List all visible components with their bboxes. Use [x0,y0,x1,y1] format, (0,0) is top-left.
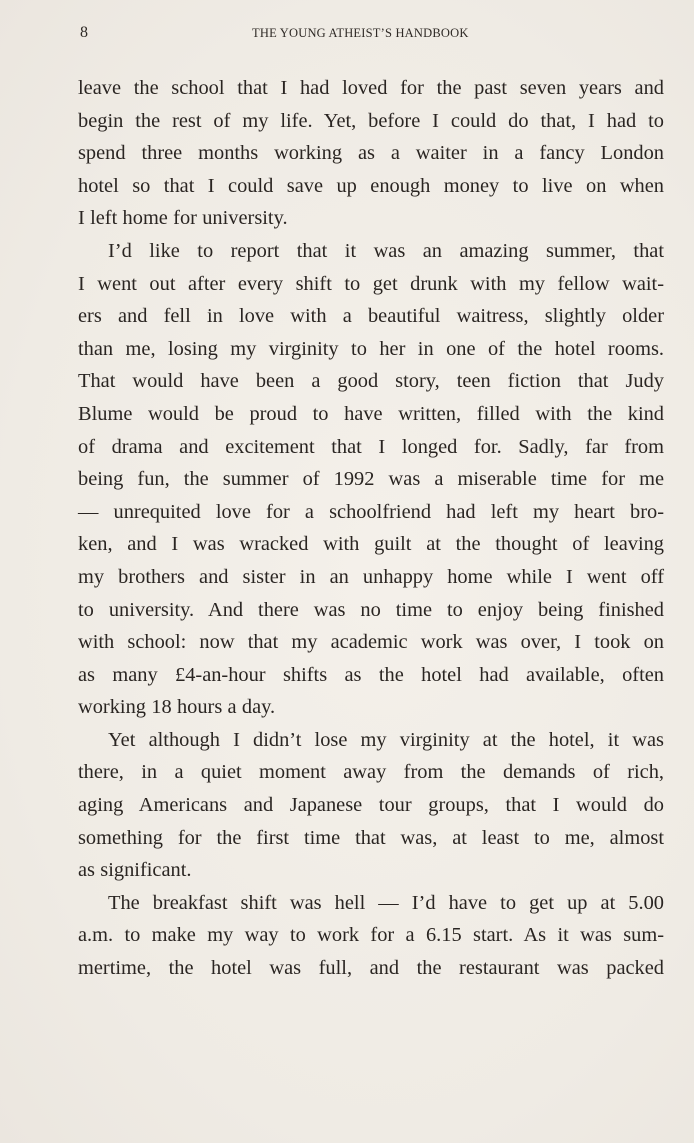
running-head: THE YOUNG ATHEIST’S HANDBOOK [252,26,469,40]
text-line: — unrequited love for a schoolfriend had left my heart bro- [78,500,664,523]
text-line: Blume would be proud to have written, filled with the kind [78,402,664,425]
text-line: as significant. [78,859,192,882]
text-line: with school: now that my academic work was over, I took on [78,631,664,654]
text-line: hotel so that I could save up enough money to live on when [78,174,664,197]
paragraph [78,724,664,887]
text-line: ers and fell in love with a beautiful waitress, slightly older [78,305,664,328]
text-line: to university. And there was no time to enjoy being finished [78,598,664,621]
text-line: being fun, the summer of 1992 was a miserable time for me [78,468,664,491]
paragraph [78,235,664,724]
page-number: 8 [80,24,88,41]
paragraph [78,887,664,985]
text-line: something for the first time that was, at least to me, almost [78,826,664,849]
text-line: begin the rest of my life. Yet, before I could do that, I had to [78,109,664,132]
text-line: my brothers and sister in an unhappy home while I went off [78,565,664,588]
text-line: mertime, the hotel was full, and the restaurant was packed [78,957,664,980]
text-line: a.m. to make my way to work for a 6.15 start. As it was sum- [78,924,664,947]
text-line: than me, losing my virginity to her in one of the hotel rooms. [78,337,664,360]
text-line: I went out after every shift to get drunk with my fellow wait- [78,272,664,295]
text-line: aging Americans and Japanese tour groups, that I would do [78,794,664,817]
text-line: I left home for university. [78,207,288,230]
text-line: That would have been a good story, teen fiction that Judy [78,370,664,393]
text-line: leave the school that I had loved for the past seven years and [78,77,664,99]
text-line: working 18 hours a day. [78,696,276,719]
text-line: ken, and I was wracked with guilt at the thought of leaving [78,533,664,556]
text-line: there, in a quiet moment away from the demands of rich, [78,761,664,784]
text-line: spend three months working as a waiter in a fancy London [78,142,664,165]
text-line: I’d like to report that it was an amazing summer, that [108,239,664,262]
page-header [80,24,662,44]
paragraph [78,72,664,235]
text-line: The breakfast shift was hell — I’d have to get up at 5.00 [108,891,664,914]
text-line: Yet although I didn’t lose my virginity at the hotel, it was [108,728,664,751]
text-line: of drama and excitement that I longed for. Sadly, far from [78,435,664,458]
text-line: as many £4-an-hour shifts as the hotel had available, often [78,663,664,686]
body-text [78,72,664,985]
